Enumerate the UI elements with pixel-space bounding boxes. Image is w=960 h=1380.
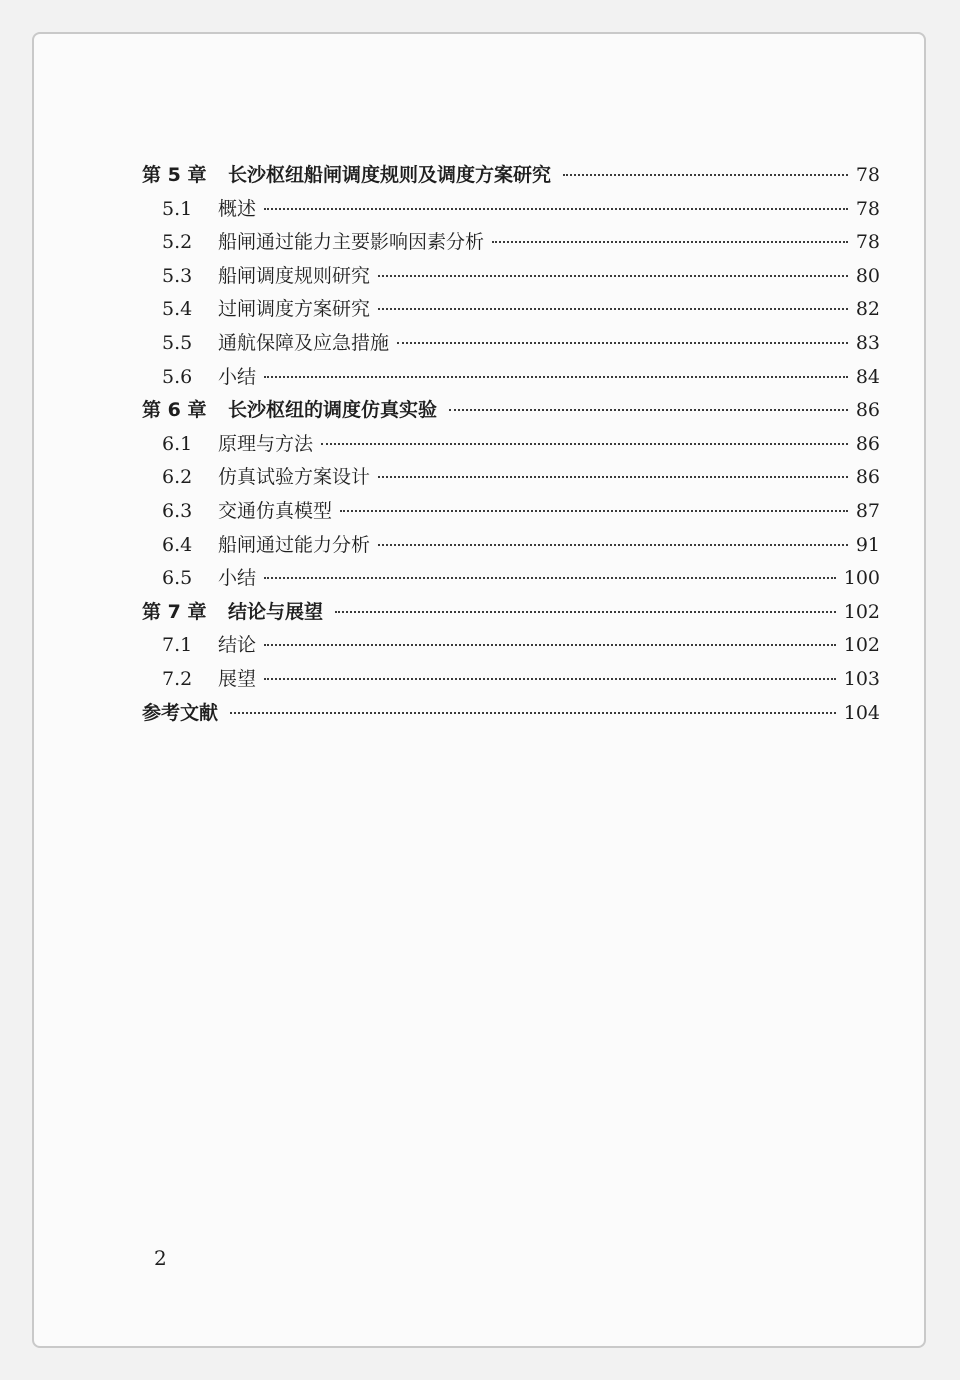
toc-section-row bbox=[142, 194, 880, 228]
toc-entry-number: 7.2 bbox=[162, 667, 193, 690]
toc-entry-number: 5.6 bbox=[162, 365, 193, 388]
toc-entry-title: 小结 bbox=[218, 365, 257, 388]
toc-chapter-row bbox=[142, 395, 880, 429]
toc-entry-title: 通航保障及应急措施 bbox=[218, 331, 390, 354]
toc-entry-page: 91 bbox=[855, 533, 880, 556]
toc-entry-number: 5.3 bbox=[162, 264, 193, 287]
toc-entry-page: 86 bbox=[855, 432, 880, 455]
dot-leader bbox=[378, 275, 848, 277]
toc-section-row bbox=[142, 462, 880, 496]
toc-entry-page: 86 bbox=[855, 466, 880, 489]
toc-entry-title: 船闸调度规则研究 bbox=[218, 264, 371, 287]
toc-section-row bbox=[142, 227, 880, 261]
dot-leader bbox=[264, 678, 836, 680]
toc-entry-title: 小结 bbox=[218, 567, 257, 590]
toc-section-row bbox=[142, 496, 880, 530]
dot-leader bbox=[264, 577, 836, 579]
toc-section-row bbox=[142, 294, 880, 328]
toc-entry-page: 80 bbox=[855, 264, 880, 287]
toc-entry-page: 103 bbox=[843, 667, 880, 690]
dot-leader bbox=[340, 510, 848, 512]
toc-chapter-row bbox=[142, 698, 880, 732]
toc-entry-number: 5.4 bbox=[162, 298, 193, 321]
toc-entry-number: 5.5 bbox=[162, 331, 193, 354]
book-page bbox=[32, 32, 926, 1348]
toc-entry-number: 5.2 bbox=[162, 231, 193, 254]
toc-entry-title: 仿真试验方案设计 bbox=[218, 466, 371, 489]
toc-entry-page: 78 bbox=[855, 197, 880, 220]
toc-entry-title: 参考文献 bbox=[142, 701, 219, 724]
dot-leader bbox=[492, 241, 848, 243]
toc-entry-number: 6.2 bbox=[162, 466, 193, 489]
toc-entry-number: 5.1 bbox=[162, 197, 193, 220]
toc-entry-page: 86 bbox=[855, 399, 880, 422]
toc-chapter-row bbox=[142, 160, 880, 194]
toc-entry-number: 6.3 bbox=[162, 499, 193, 522]
dot-leader bbox=[321, 443, 848, 445]
toc-section-row bbox=[142, 664, 880, 698]
toc-entry-page: 78 bbox=[855, 164, 880, 186]
dot-leader bbox=[335, 611, 836, 613]
toc-section-row bbox=[142, 328, 880, 362]
toc-entry-title: 长沙枢纽船闸调度规则及调度方案研究 bbox=[228, 164, 552, 186]
dot-leader bbox=[449, 409, 848, 411]
toc-entry-title: 原理与方法 bbox=[218, 432, 314, 455]
toc-entry-number: 第 7 章 bbox=[142, 600, 207, 623]
toc-entry-title: 交通仿真模型 bbox=[218, 499, 333, 522]
toc-entry-number: 6.4 bbox=[162, 533, 193, 556]
toc-entry-title: 船闸通过能力主要影响因素分析 bbox=[218, 231, 485, 254]
toc-section-row bbox=[142, 261, 880, 295]
toc-entry-page: 83 bbox=[855, 331, 880, 354]
dot-leader bbox=[378, 308, 848, 310]
toc-chapter-row bbox=[142, 597, 880, 631]
toc-entry-page: 102 bbox=[843, 634, 880, 657]
dot-leader bbox=[397, 342, 848, 344]
toc-section-row bbox=[142, 530, 880, 564]
toc-entry-title: 结论与展望 bbox=[228, 600, 324, 623]
toc-entry-page: 78 bbox=[855, 231, 880, 254]
page-number: 2 bbox=[154, 1246, 167, 1270]
toc-entry-title: 长沙枢纽的调度仿真实验 bbox=[228, 399, 438, 422]
toc-section-row bbox=[142, 429, 880, 463]
toc-entry-number: 第 6 章 bbox=[142, 399, 207, 422]
toc-entry-title: 结论 bbox=[218, 634, 257, 657]
toc-entry-title: 概述 bbox=[218, 197, 257, 220]
dot-leader bbox=[264, 376, 848, 378]
dot-leader bbox=[264, 644, 836, 646]
dot-leader bbox=[378, 476, 848, 478]
toc-entry-page: 84 bbox=[855, 365, 880, 388]
toc-section-row bbox=[142, 563, 880, 597]
toc-section-row bbox=[142, 362, 880, 396]
toc-entry-page: 87 bbox=[855, 499, 880, 522]
toc-entry-number: 7.1 bbox=[162, 634, 193, 657]
dot-leader bbox=[563, 174, 848, 176]
dot-leader bbox=[264, 208, 848, 210]
toc-entry-number: 6.1 bbox=[162, 432, 193, 455]
table-of-contents bbox=[142, 160, 880, 731]
dot-leader bbox=[378, 544, 848, 546]
toc-entry-page: 100 bbox=[843, 567, 880, 590]
toc-entry-title: 展望 bbox=[218, 667, 257, 690]
toc-entry-title: 船闸通过能力分析 bbox=[218, 533, 371, 556]
toc-entry-page: 82 bbox=[855, 298, 880, 321]
toc-entry-title: 过闸调度方案研究 bbox=[218, 298, 371, 321]
toc-entry-number: 6.5 bbox=[162, 567, 193, 590]
dot-leader bbox=[230, 712, 836, 714]
toc-entry-number: 第 5 章 bbox=[142, 164, 207, 186]
toc-entry-page: 102 bbox=[843, 600, 880, 623]
toc-section-row bbox=[142, 630, 880, 664]
toc-entry-page: 104 bbox=[843, 701, 880, 724]
